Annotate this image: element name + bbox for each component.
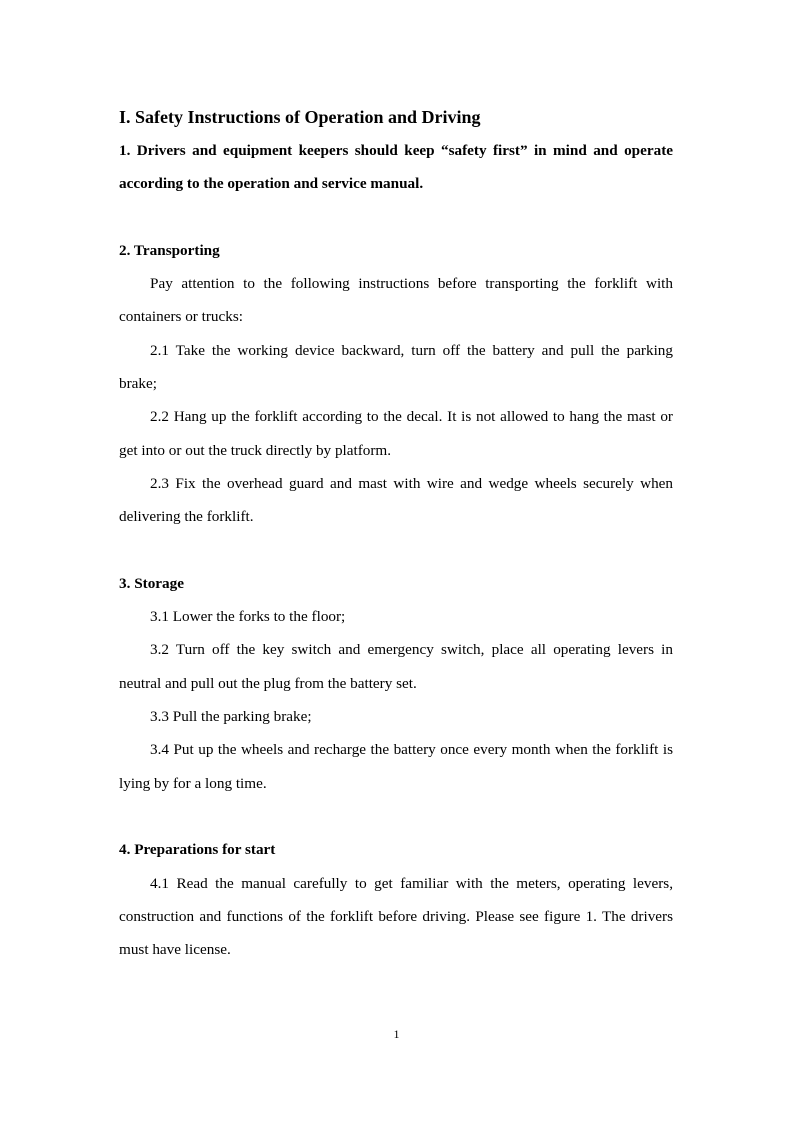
transporting-section (119, 234, 673, 534)
storage-item-3-3: 3.3 Pull the parking brake; (150, 708, 312, 726)
storage-heading: 3. Storage (119, 574, 184, 592)
section-gap (119, 201, 673, 234)
storage-item-3-1: 3.1 Lower the forks to the floor; (150, 608, 346, 626)
document-title: I. Safety Instructions of Operation and Driving (119, 107, 481, 127)
preparations-heading: 4. Preparations for start (119, 841, 276, 859)
transporting-heading: 2. Transporting (119, 241, 220, 259)
storage-item-3-4: 3.4 Put up the wheels and recharge the battery once every month when the forklift is lying by for a long time. (119, 741, 673, 792)
preparations-item-4-1: 4.1 Read the manual carefully to get familiar with the meters, operating levers, construction and functions of the forklift before driving. Please see figure 1. The drivers must have license. (119, 874, 673, 959)
transporting-item-2-1: 2.1 Take the working device backward, turn off the battery and pull the parking brake; (119, 341, 673, 393)
storage-item-3-2: 3.2 Turn off the key switch and emergency switch, place all operating levers in neutral and pull out the plug from the battery set. (119, 641, 673, 692)
transporting-paragraph: Pay attention to the following instructions before transporting the forklift with containers or trucks: (119, 275, 673, 326)
storage-section (119, 567, 673, 800)
transporting-item-2-3: 2.3 Fix the overhead guard and mast with wire and wedge wheels securely when delivering the forklift. (119, 474, 673, 526)
section-gap (119, 534, 673, 567)
page-content (119, 101, 673, 966)
transporting-item-2-2: 2.2 Hang up the forklift according to the decal. It is not allowed to hang the mast or get into or out the truck directly by platform. (119, 408, 673, 459)
preparations-section (119, 833, 673, 966)
page-number: 1 (393, 1027, 400, 1041)
section-gap (119, 800, 673, 833)
intro-paragraph: 1. Drivers and equipment keepers should keep “safety first” in mind and operate according to the operation and service manual. (119, 142, 673, 193)
